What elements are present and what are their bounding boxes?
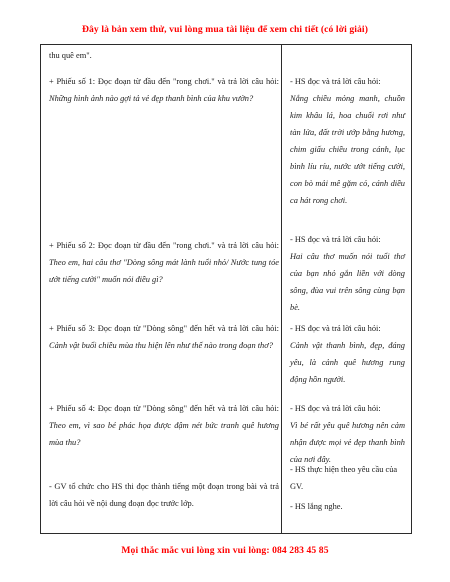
answer-2-text [290,248,405,316]
answer-3-lead: - HS đọc và trả lời câu hỏi: [290,324,381,333]
intro-tail: thu quê em". [49,51,92,60]
phieu-1 [49,73,279,107]
column-divider [281,44,282,534]
answer-4-italic: Vì bé rất yêu quê hương nên cảm nhận được mọi vẻ đẹp thanh bình của nơi đây. [290,421,405,464]
gv-instruction: - GV tổ chức cho HS thi đọc thành tiếng một đoạn trong bài và trả lời câu hỏi về nội dung đoạn đọc trước lớp. [49,482,279,508]
phieu-3 [49,320,279,354]
hs-listen: - HS lắng nghe. [290,502,343,511]
phieu-1-question: Những hình ảnh nào gợi tả vẻ đẹp thanh bình của khu vườn? [49,94,254,103]
phieu-3-question: Cảnh vật buổi chiều mùa thu hiện lên như thế nào trong đoạn thơ? [49,341,273,350]
phieu-2 [49,237,279,288]
answer-1-lead: - HS đọc và trả lời câu hỏi: [290,77,381,86]
phieu-4 [49,400,279,451]
phieu-1-lead: + Phiếu số 1: Đọc đoạn từ đầu đến "rong chơi." và trả lời câu hỏi: [49,77,279,86]
answer-1-italic: Nắng chiều mỏng manh, chuồn kim khâu lá, hoa chuối rơi như tàn lửa, đất trời ướp bằng hương, chim giấu chiều trong cánh, lục bình líu ríu, nước ướt tiếng cười, con bò mải mê gặm cỏ, cánh diều ca hát rong chơi. [290,94,405,205]
hs-perform: - HS thực hiện theo yêu cầu của GV. [290,465,398,491]
answer-3-italic: Cảnh vật thanh bình, đẹp, đáng yêu, là cảnh quê hương rung động hồn người. [290,341,405,384]
preview-banner: Đây là bản xem thử, vui lòng mua tài liệu để xem chi tiết (có lời giải) [82,24,368,35]
phieu-4-question: Theo em, vì sao bé phác họa được đậm nét bức tranh quê hương mùa thu? [49,421,279,447]
answer-3-text [290,337,405,388]
answer-1-text [290,90,405,209]
answer-2-italic: Hai câu thơ muốn nói tuổi thơ của bạn nhỏ gắn liền với dòng sông, đùa vui trên sông cùng bạn bè. [290,252,405,312]
phieu-3-lead: + Phiếu số 3: Đọc đoạn từ "Dòng sông" đến hết và trả lời câu hỏi: [49,324,279,333]
answer-2-lead: - HS đọc và trả lời câu hỏi: [290,235,381,244]
phieu-4-lead: + Phiếu số 4: Đọc đoạn từ "Dòng sông" đến hết và trả lời câu hỏi: [49,404,279,413]
phieu-2-question: Theo em, hai câu thơ "Dòng sông mát lành tuổi nhỏ/ Nước tung tóe ướt tiếng cười" muốn nói điều gì? [49,258,279,284]
phieu-2-lead: + Phiếu số 2: Đọc đoạn từ đầu đến "rong chơi." và trả lời câu hỏi: [49,241,279,250]
contact-banner: Mọi thắc mắc vui lòng xin vui lòng: 084 283 45 85 [121,545,329,556]
answer-4-lead: - HS đọc và trả lời câu hỏi: [290,404,381,413]
